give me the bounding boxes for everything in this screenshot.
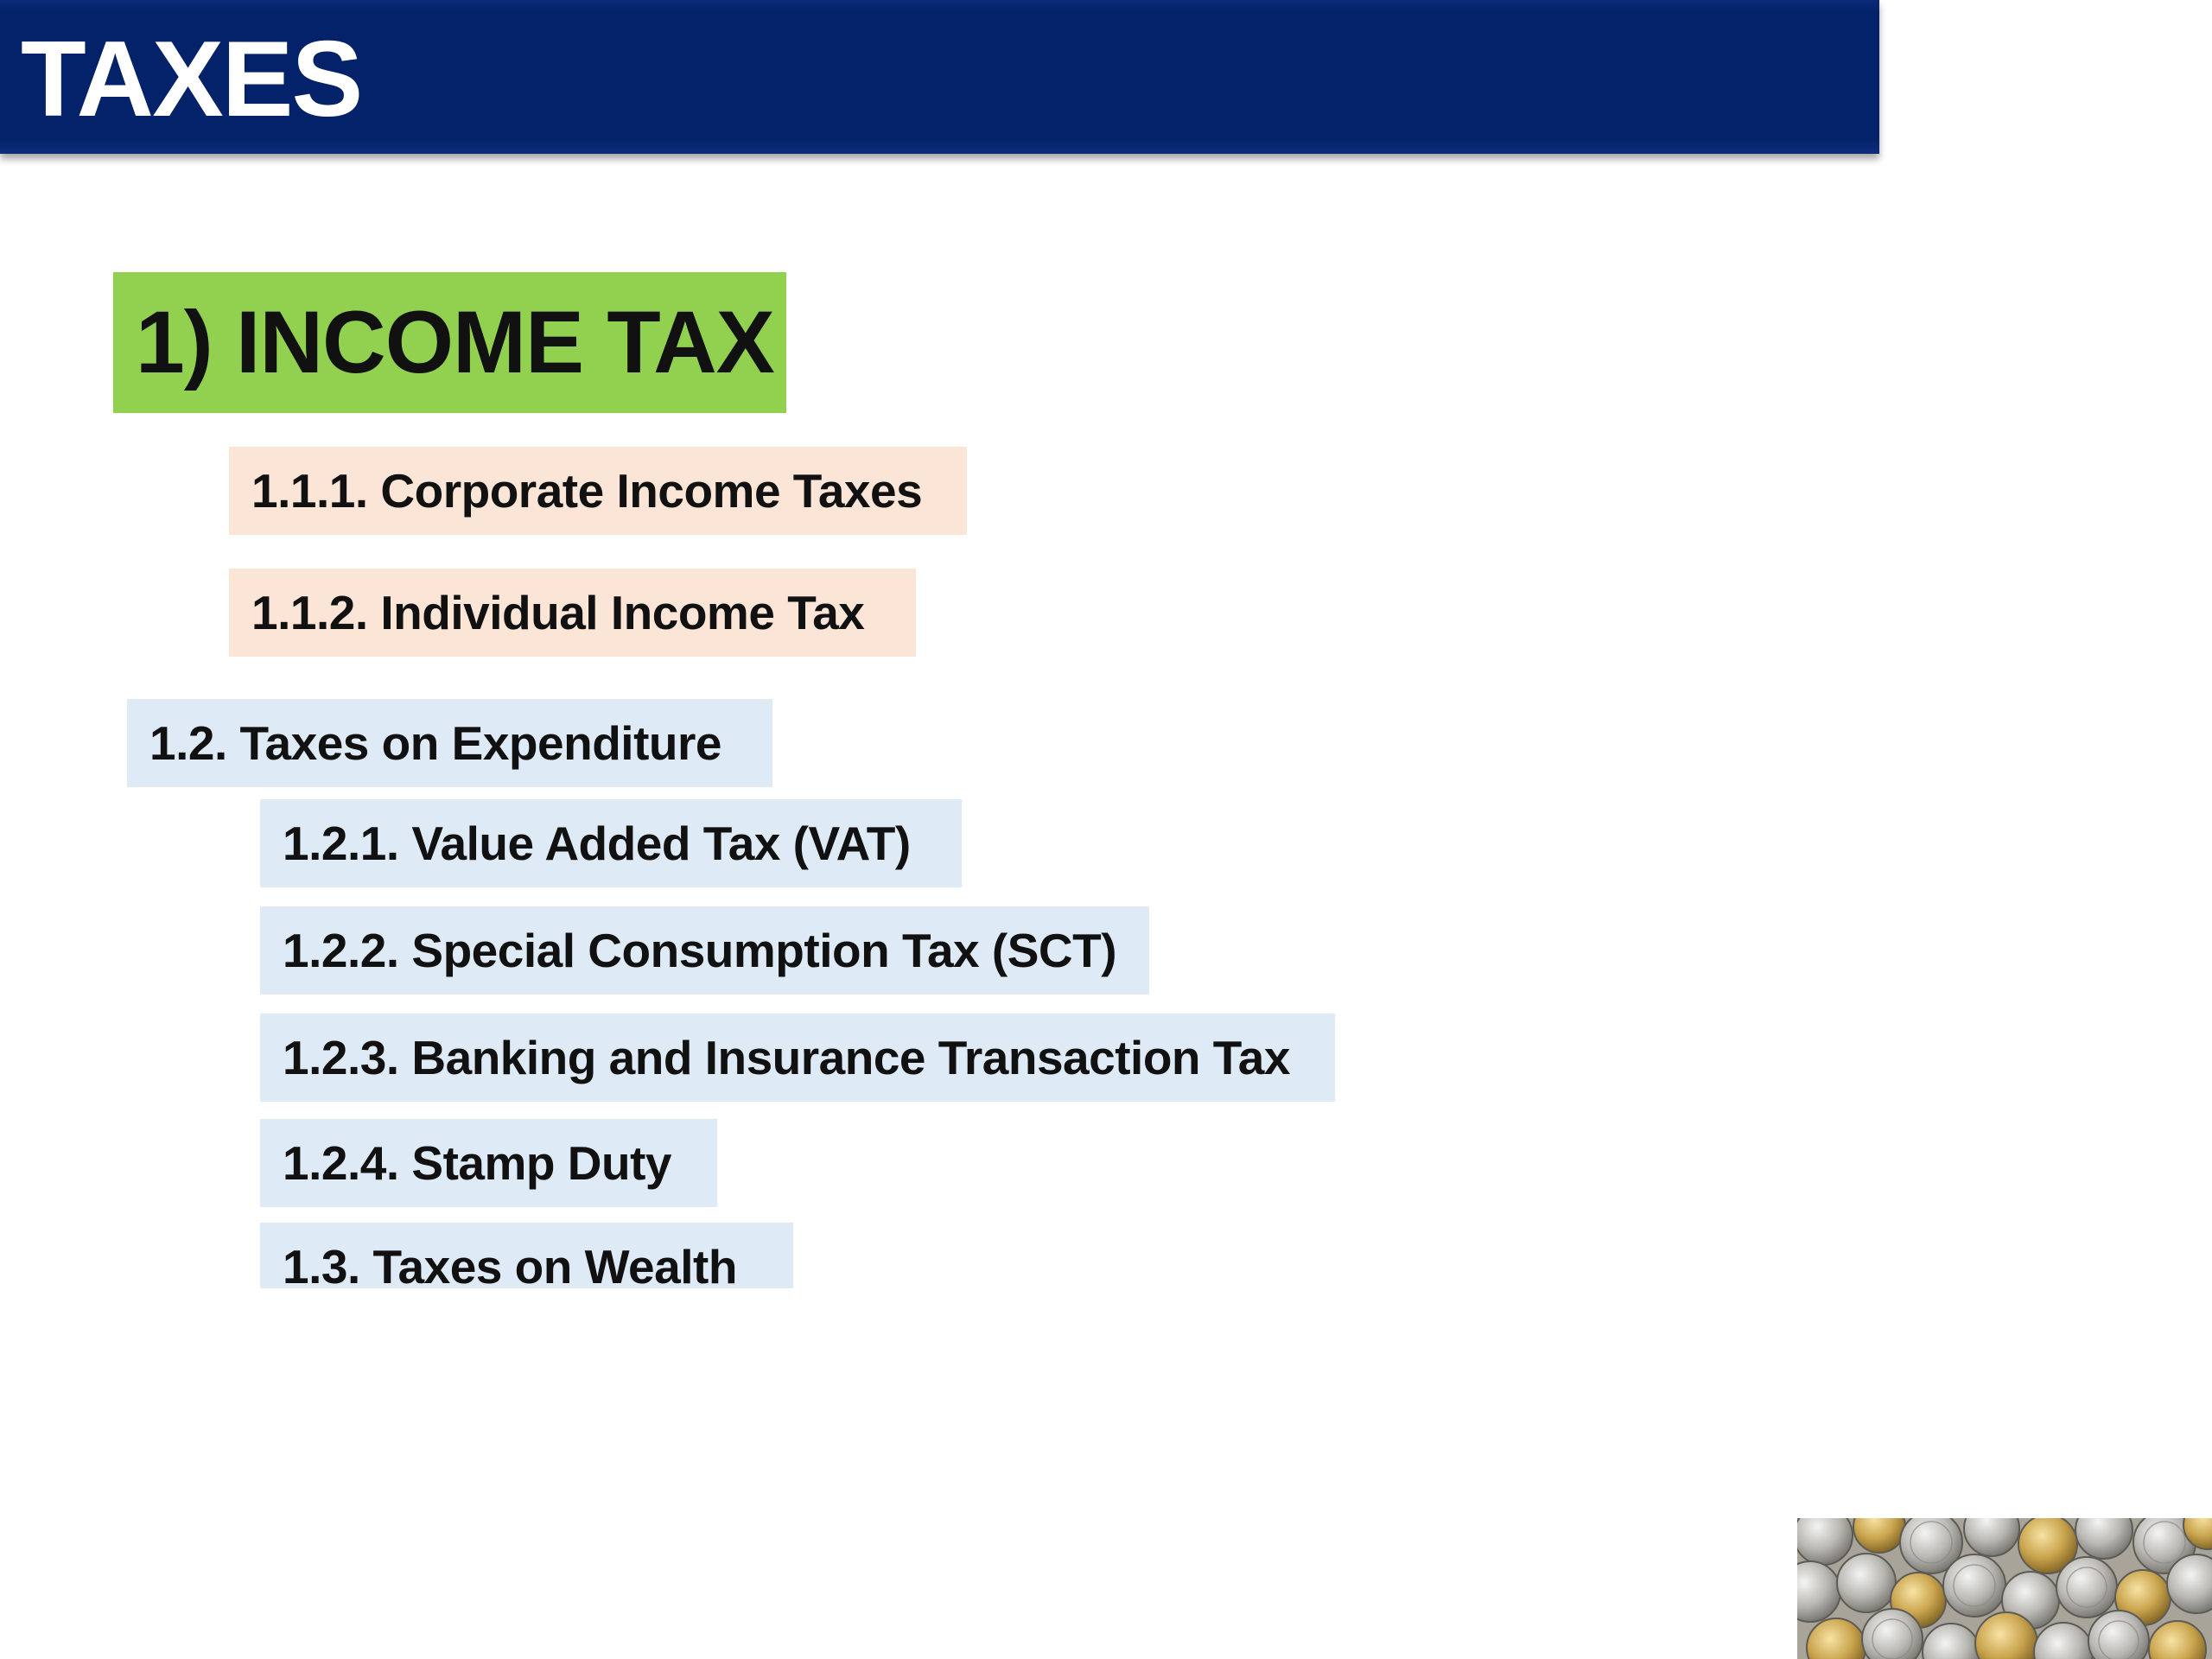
item-taxes-on-expenditure: 1.2. Taxes on Expenditure (127, 699, 772, 787)
item-value-added-tax: 1.2.1. Value Added Tax (VAT) (260, 799, 962, 887)
income-tax-heading: 1) INCOME TAX (113, 272, 786, 413)
title-bar (0, 0, 1879, 154)
item-taxes-on-wealth: 1.3. Taxes on Wealth (260, 1223, 793, 1288)
slide-title: TAXES (21, 20, 362, 139)
item-corporate-income-taxes: 1.1.1. Corporate Income Taxes (229, 447, 967, 535)
item-banking-insurance-tax: 1.2.3. Banking and Insurance Transaction Tax (260, 1014, 1335, 1102)
item-stamp-duty: 1.2.4. Stamp Duty (260, 1119, 717, 1207)
coins-photo-icon (1797, 1518, 2212, 1659)
item-individual-income-tax: 1.1.2. Individual Income Tax (229, 569, 916, 657)
item-special-consumption-tax: 1.2.2. Special Consumption Tax (SCT) (260, 906, 1149, 995)
